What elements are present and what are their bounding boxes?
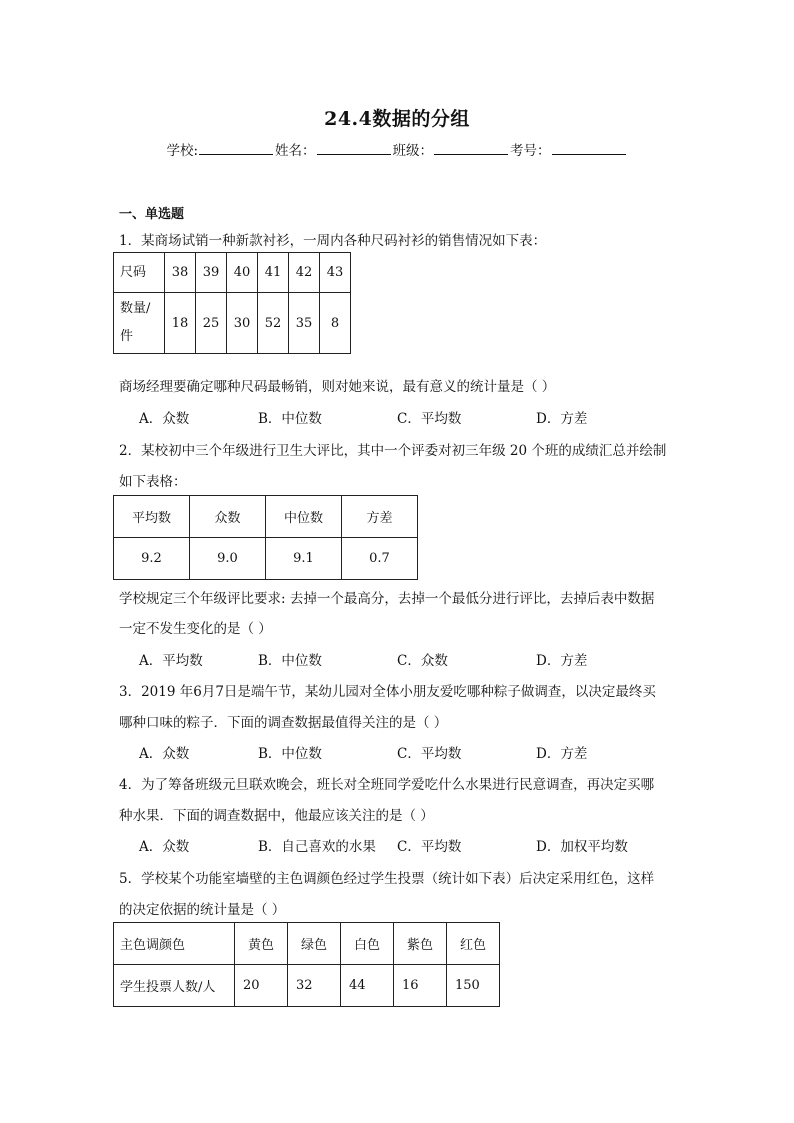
table-row <box>114 496 418 538</box>
q1-table <box>113 252 351 354</box>
school-label: 学校: <box>166 143 199 159</box>
table-cell: 32 <box>288 965 341 1007</box>
table-cell: 黄色 <box>235 923 288 965</box>
table-cell: 35 <box>289 293 320 354</box>
q3-option-c[interactable]: C．平均数 <box>397 746 462 762</box>
q4-line2: 种水果．下面的调查数据中，他最应该关注的是（ ） <box>119 808 434 824</box>
q2-option-c[interactable]: C．众数 <box>397 653 448 669</box>
number-blank <box>552 142 626 155</box>
name-label: 姓名： <box>275 143 316 159</box>
table-cell: 150 <box>447 965 500 1007</box>
table-row <box>114 538 418 580</box>
class-blank <box>434 142 508 155</box>
table-row <box>114 253 351 293</box>
table-cell: 9.0 <box>190 538 266 580</box>
q1-question: 商场经理要确定哪种尺码最畅销，则对她来说，最有意义的统计量是（ ） <box>119 379 556 395</box>
q2-question-line1: 学校规定三个年级评比要求: 去掉一个最高分，去掉一个最低分进行评比，去掉后表中数据 <box>119 591 655 607</box>
table-cell: 30 <box>227 293 258 354</box>
table-cell: 9.2 <box>114 538 190 580</box>
q2-stem-line1: 2．某校初中三个年级进行卫生大评比，其中一个评委对初三年级 20 个班的成绩汇总并绘制 <box>119 443 667 459</box>
table-cell: 绿色 <box>288 923 341 965</box>
table-cell: 白色 <box>341 923 394 965</box>
table-cell: 20 <box>235 965 288 1007</box>
q3-line2: 哪种口味的粽子．下面的调查数据最值得关注的是（ ） <box>119 715 448 731</box>
table-cell: 44 <box>341 965 394 1007</box>
table-header-cell: 中位数 <box>266 496 342 538</box>
q5-line1: 5．学校某个功能室墙壁的主色调颜色经过学生投票（统计如下表）后决定采用红色，这样 <box>119 871 655 887</box>
q4-option-c[interactable]: C．平均数 <box>397 839 462 855</box>
q3-option-a[interactable]: A．众数 <box>139 746 190 762</box>
q2-question-line2: 一定不发生变化的是（ ） <box>119 621 272 637</box>
q1-option-d[interactable]: D．方差 <box>536 411 588 427</box>
class-label: 班级： <box>392 143 434 159</box>
number-label: 考号： <box>510 143 551 159</box>
table-cell: 25 <box>196 293 227 354</box>
q5-line2: 的决定依据的统计量是（ ） <box>119 902 286 918</box>
q1-option-a[interactable]: A．众数 <box>139 411 190 427</box>
table-cell: 42 <box>289 253 320 293</box>
header-line: 件 <box>120 329 134 344</box>
table-header-cell: 方差 <box>342 496 418 538</box>
q3-option-b[interactable]: B．中位数 <box>258 746 322 762</box>
table-cell: 红色 <box>447 923 500 965</box>
table-row <box>114 965 500 1007</box>
table-cell: 38 <box>165 253 196 293</box>
table-header-cell: 学生投票人数/人 <box>114 965 235 1007</box>
table-cell: 41 <box>258 253 289 293</box>
q4-option-a[interactable]: A．众数 <box>139 839 190 855</box>
table-row <box>114 923 500 965</box>
table-cell: 0.7 <box>342 538 418 580</box>
table-header-cell: 尺码 <box>114 253 165 293</box>
table-cell: 16 <box>394 965 447 1007</box>
school-blank <box>199 142 273 155</box>
table-cell: 8 <box>320 293 351 354</box>
page-title: 24.4数据的分组 <box>324 108 470 130</box>
table-cell: 9.1 <box>266 538 342 580</box>
q2-table <box>113 495 418 580</box>
table-cell: 40 <box>227 253 258 293</box>
table-header-cell <box>114 293 165 354</box>
q4-option-d[interactable]: D．加权平均数 <box>536 839 628 855</box>
q1-stem: 1．某商场试销一种新款衬衫，一周内各种尺码衬衫的销售情况如下表： <box>119 233 547 249</box>
student-info-line <box>0 139 794 159</box>
table-header-cell: 众数 <box>190 496 266 538</box>
table-cell: 39 <box>196 253 227 293</box>
table-cell: 18 <box>165 293 196 354</box>
q5-table <box>113 922 500 1007</box>
q2-option-a[interactable]: A．平均数 <box>139 653 203 669</box>
name-blank <box>317 142 391 155</box>
q4-option-b[interactable]: B．自己喜欢的水果 <box>258 839 376 855</box>
table-header-cell: 平均数 <box>114 496 190 538</box>
table-cell: 紫色 <box>394 923 447 965</box>
q3-line1: 3．2019 年6月7日是端午节，某幼儿园对全体小朋友爱吃哪种粽子做调查，以决定最终买 <box>119 684 656 700</box>
q4-line1: 4．为了筹备班级元旦联欢晚会，班长对全班同学爱吃什么水果进行民意调查，再决定买哪 <box>119 777 655 793</box>
header-line: 数量/ <box>120 301 151 316</box>
q2-option-b[interactable]: B．中位数 <box>258 653 322 669</box>
section-heading: 一、单选题 <box>119 207 185 222</box>
table-cell: 52 <box>258 293 289 354</box>
q1-option-b[interactable]: B．中位数 <box>258 411 322 427</box>
table-row <box>114 293 351 354</box>
q1-option-c[interactable]: C．平均数 <box>397 411 462 427</box>
table-cell: 43 <box>320 253 351 293</box>
q2-option-d[interactable]: D．方差 <box>536 653 588 669</box>
q2-stem-line2: 如下表格： <box>119 474 187 490</box>
q3-option-d[interactable]: D．方差 <box>536 746 588 762</box>
table-header-cell: 主色调颜色 <box>114 923 235 965</box>
